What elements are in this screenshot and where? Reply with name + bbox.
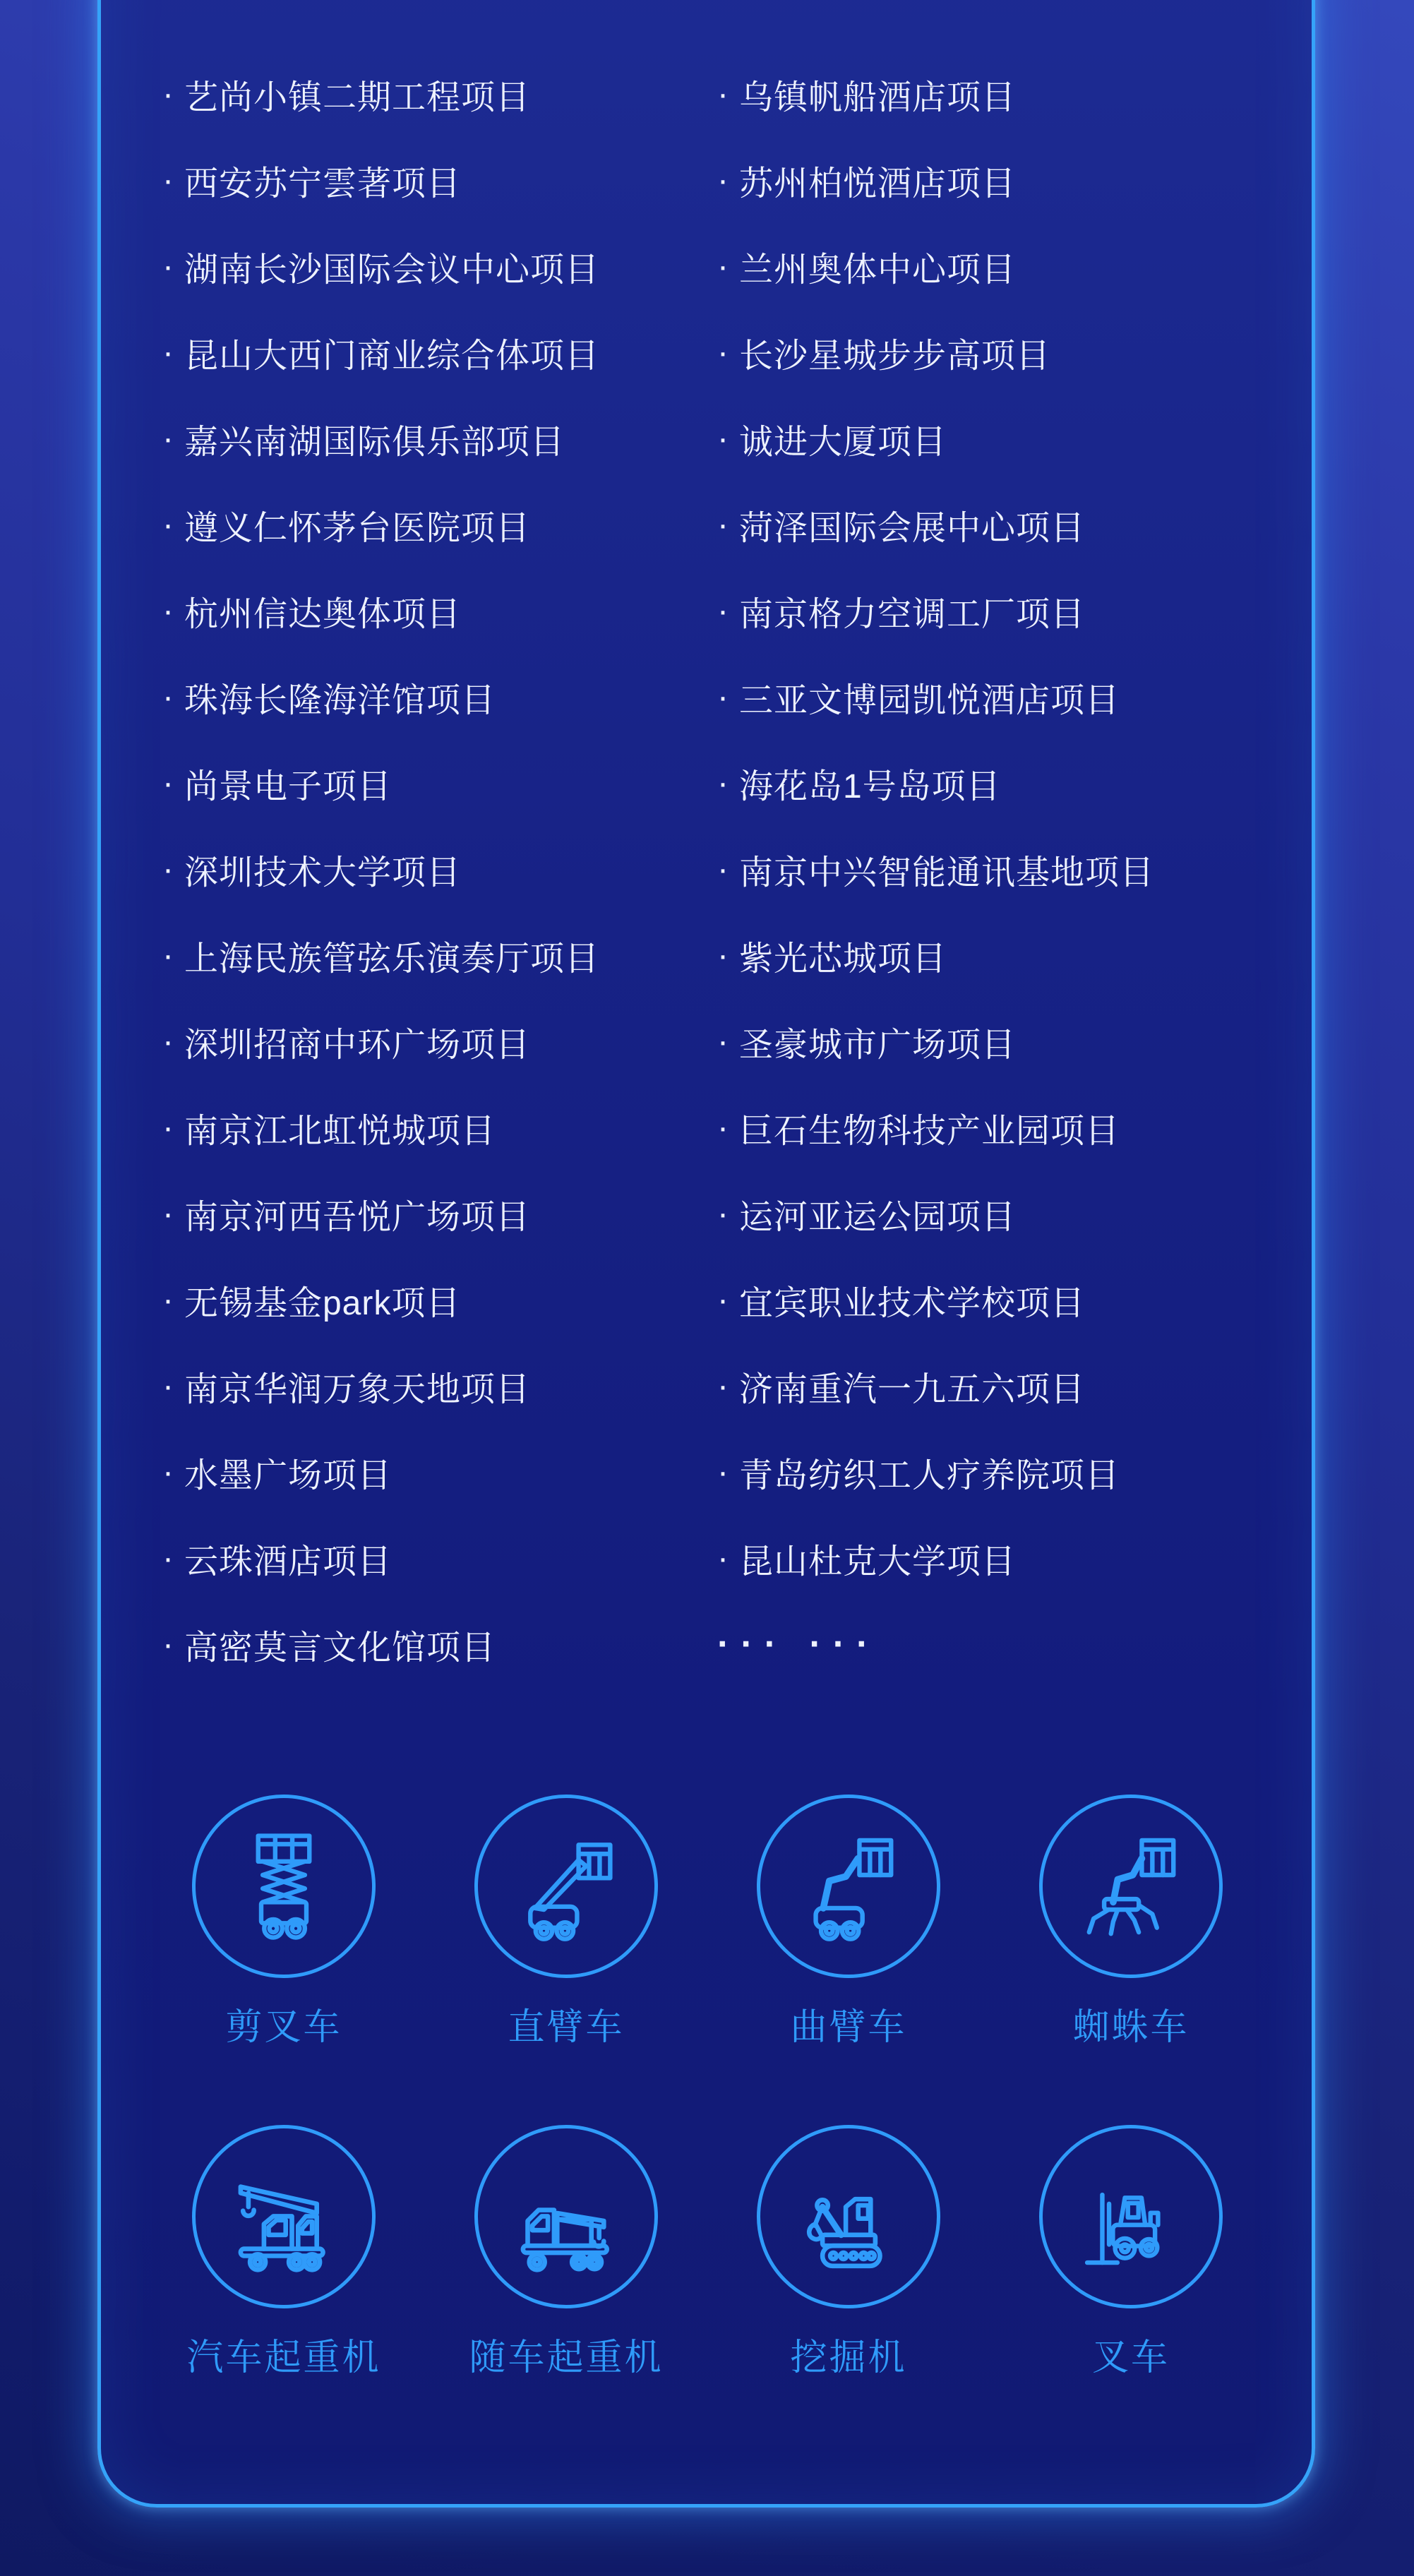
project-item [717, 223, 1310, 309]
project-name: 无锡基金park项目 [184, 1284, 461, 1322]
equipment-label: 叉车 [1091, 2337, 1170, 2378]
project-name: 南京中兴智能通讯基地项目 [738, 853, 1154, 892]
equipment-row-1 [143, 1795, 1272, 2046]
equipment-card-spider-lift[interactable] [990, 1795, 1272, 2046]
bullet-icon: · [162, 1539, 174, 1577]
bullet-icon: · [162, 1108, 174, 1146]
project-item [162, 740, 717, 826]
project-item [162, 309, 717, 395]
bullet-icon: · [162, 75, 174, 113]
project-item [162, 1343, 717, 1429]
project-name: 艺尚小镇二期工程项目 [184, 78, 530, 116]
bullet-icon: · [717, 678, 729, 716]
excavator-icon [791, 2159, 907, 2275]
bullet-icon: · [717, 1194, 729, 1233]
spider-lift-icon [1077, 1830, 1186, 1943]
project-item [717, 1257, 1310, 1343]
project-name: 昆山大西门商业综合体项目 [184, 337, 599, 375]
project-name: 昆山杜克大学项目 [738, 1542, 1016, 1581]
project-name: 青岛纺织工人疗养院项目 [738, 1456, 1120, 1494]
icon-ring [757, 2125, 940, 2308]
equipment-row-2 [143, 2125, 1272, 2376]
project-list-right-column [717, 51, 1310, 1687]
equipment-label: 汽车起重机 [186, 2337, 381, 2378]
project-name: 深圳技术大学项目 [184, 853, 461, 892]
bullet-icon: · [717, 850, 729, 888]
equipment-label: 直臂车 [508, 2007, 625, 2048]
project-item [717, 826, 1310, 912]
project-name: 水墨广场项目 [184, 1456, 392, 1494]
icon-ring [474, 2125, 658, 2308]
project-name: 海花岛1号岛项目 [738, 767, 1001, 805]
equipment-card-truck-crane[interactable] [143, 2125, 425, 2376]
project-item [717, 1515, 1310, 1601]
project-name: 南京河西吾悦广场项目 [184, 1198, 530, 1236]
project-name: 上海民族管弦乐演奏厅项目 [184, 940, 599, 978]
equipment-card-scissor-lift[interactable] [143, 1795, 425, 2046]
bullet-icon: · [162, 850, 174, 888]
project-item [162, 1515, 717, 1601]
project-name: 宜宾职业技术学校项目 [738, 1284, 1085, 1322]
bullet-icon: · [162, 1022, 174, 1060]
project-item [717, 395, 1310, 481]
icon-ring [192, 1795, 376, 1978]
lorry-mounted-crane-icon [508, 2159, 625, 2275]
project-item [717, 1170, 1310, 1257]
project-name: 圣豪城市广场项目 [738, 1026, 1016, 1064]
bullet-icon: · [717, 1022, 729, 1060]
project-item [162, 223, 717, 309]
project-name: 菏泽国际会展中心项目 [738, 509, 1085, 547]
project-name: 三亚文博园凯悦酒店项目 [738, 681, 1120, 719]
project-list-ellipsis [717, 1601, 1310, 1687]
project-name: 杭州信达奥体项目 [184, 595, 461, 633]
bullet-icon: · [162, 247, 174, 285]
project-item [162, 1257, 717, 1343]
equipment-card-articulated-boom[interactable] [707, 1795, 990, 2046]
project-item [162, 1601, 717, 1687]
project-item [717, 1343, 1310, 1429]
bullet-icon: · [162, 1625, 174, 1663]
bullet-icon: · [717, 1281, 729, 1319]
bullet-icon: · [717, 936, 729, 974]
forklift-icon [1074, 2160, 1187, 2273]
project-name: 深圳招商中环广场项目 [184, 1026, 530, 1064]
bullet-icon: · [162, 678, 174, 716]
project-name: 紫光芯城项目 [738, 940, 947, 978]
project-item [717, 740, 1310, 826]
icon-ring [1039, 1795, 1223, 1978]
project-name: 遵义仁怀茅台医院项目 [184, 509, 530, 547]
project-item [717, 51, 1310, 137]
project-list [162, 51, 1310, 1687]
project-item [717, 481, 1310, 568]
bullet-icon: · [162, 764, 174, 802]
project-name: 珠海长隆海洋馆项目 [184, 681, 496, 719]
project-item [162, 51, 717, 137]
project-list-left-column [162, 51, 717, 1687]
project-item [162, 1429, 717, 1515]
project-item [162, 654, 717, 740]
project-name: 尚景电子项目 [184, 767, 392, 805]
bullet-icon: · [717, 247, 729, 285]
project-item [162, 912, 717, 998]
bullet-icon: · [717, 419, 729, 457]
project-name: 西安苏宁雲著项目 [184, 164, 461, 203]
icon-ring [474, 1795, 658, 1978]
project-name: 高密莫言文化馆项目 [184, 1629, 496, 1667]
project-item [717, 309, 1310, 395]
bullet-icon: · [717, 333, 729, 371]
project-item [162, 395, 717, 481]
project-item [717, 1084, 1310, 1170]
bullet-icon: · [162, 333, 174, 371]
equipment-label: 挖掘机 [790, 2337, 907, 2378]
project-item [162, 826, 717, 912]
project-item [717, 1429, 1310, 1515]
bullet-icon: · [162, 505, 174, 544]
icon-ring [192, 2125, 376, 2308]
project-name: 南京格力空调工厂项目 [738, 595, 1085, 633]
icon-ring [1039, 2125, 1223, 2308]
equipment-label: 随车起重机 [469, 2337, 664, 2378]
equipment-label: 曲臂车 [790, 2007, 907, 2048]
bullet-icon: · [162, 161, 174, 199]
project-item [162, 481, 717, 568]
equipment-card-lorry-crane[interactable] [425, 2125, 707, 2376]
bullet-icon: · [162, 1281, 174, 1319]
project-item [162, 568, 717, 654]
project-name: 南京华润万象天地项目 [184, 1370, 530, 1408]
bullet-icon: · [717, 75, 729, 113]
equipment-card-telescopic-boom[interactable] [425, 1795, 707, 2046]
project-item [717, 912, 1310, 998]
equipment-card-excavator[interactable] [707, 2125, 990, 2376]
project-name: 运河亚运公园项目 [738, 1198, 1016, 1236]
icon-ring [757, 1795, 940, 1978]
project-name: 湖南长沙国际会议中心项目 [184, 251, 599, 289]
project-item [162, 998, 717, 1084]
project-item [162, 137, 717, 223]
project-name: 嘉兴南湖国际俱乐部项目 [184, 423, 565, 461]
bullet-icon: · [162, 1367, 174, 1405]
project-name: 济南重汽一九五六项目 [738, 1370, 1085, 1408]
bullet-icon: · [162, 936, 174, 974]
articulated-boom-lift-icon [794, 1830, 904, 1943]
project-name: 兰州奥体中心项目 [738, 251, 1016, 289]
project-item [162, 1170, 717, 1257]
bullet-icon: · [162, 1194, 174, 1233]
equipment-label: 剪叉车 [225, 2007, 342, 2048]
telescopic-boom-lift-icon [512, 1830, 621, 1943]
bullet-icon: · [717, 1539, 729, 1577]
project-item [162, 1084, 717, 1170]
bullet-icon: · [717, 592, 729, 630]
bullet-icon: · [162, 419, 174, 457]
project-name: 云珠酒店项目 [184, 1542, 392, 1581]
project-name: 南京江北虹悦城项目 [184, 1112, 496, 1150]
project-item [717, 654, 1310, 740]
equipment-label: 蜘蛛车 [1072, 2007, 1190, 2048]
ellipsis-dots: ··· ··· [717, 1624, 880, 1665]
project-item [717, 568, 1310, 654]
project-name: 长沙星城步步高项目 [738, 337, 1050, 375]
bullet-icon: · [717, 1108, 729, 1146]
project-name: 苏州柏悦酒店项目 [738, 164, 1016, 203]
project-name: 巨石生物科技产业园项目 [738, 1112, 1120, 1150]
bullet-icon: · [162, 592, 174, 630]
bullet-icon: · [717, 1367, 729, 1405]
bullet-icon: · [717, 161, 729, 199]
truck-crane-icon [226, 2159, 342, 2275]
project-item [717, 998, 1310, 1084]
scissor-lift-icon [231, 1830, 337, 1943]
equipment-card-forklift[interactable] [990, 2125, 1272, 2376]
bullet-icon: · [717, 764, 729, 802]
bullet-icon: · [717, 505, 729, 544]
project-item [717, 137, 1310, 223]
bullet-icon: · [162, 1453, 174, 1491]
project-name: 乌镇帆船酒店项目 [738, 78, 1016, 116]
project-name: 诚进大厦项目 [738, 423, 947, 461]
bullet-icon: · [717, 1453, 729, 1491]
